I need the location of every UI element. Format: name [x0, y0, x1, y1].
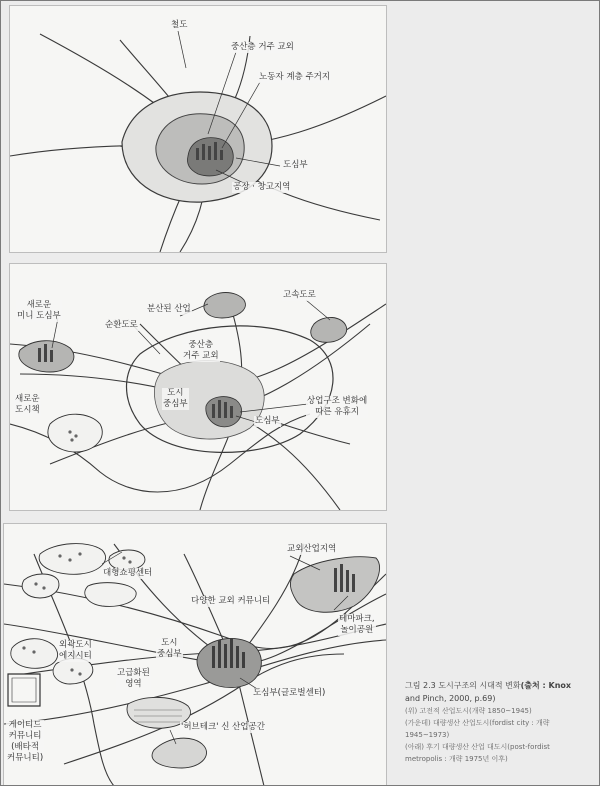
- label-hub-tech: '허브테크' 신 산업공간: [181, 722, 265, 732]
- label-new-mini-cbd: [16, 300, 62, 322]
- label-gentrified-line1: 고급화된: [117, 668, 150, 678]
- label-brownfield-line1: 상업구조 변화에: [307, 396, 368, 406]
- label-theme-park: [338, 614, 376, 636]
- label-new-town-line1: 새로운: [15, 394, 40, 404]
- label-gated-community: [6, 720, 44, 764]
- caption-line-middle: (가운데) 대량생산 산업도시(fordist city : 개략: [405, 719, 550, 727]
- label-dispersed-industry: 분산된 산업: [147, 304, 191, 314]
- caption-line-bottom: (아래) 후기 대량생산 산업 대도시(post-fordist: [405, 743, 550, 751]
- label-shopping-center: 대형쇼핑센터: [103, 568, 153, 578]
- label-railway: 철도: [171, 20, 188, 30]
- caption-title: [405, 679, 593, 692]
- figure-caption: [405, 679, 593, 765]
- caption-line-top: (위) 고전적 산업도시(개략 1850~1945): [405, 707, 532, 715]
- label-brownfield-line2: 따른 유휴지: [315, 407, 359, 417]
- label-suburban-industry: 교외산업지역: [287, 544, 337, 554]
- label-middle-class-suburb: 중산층 거주 교외: [231, 42, 294, 52]
- label-middle-suburb-line1: 중산층: [188, 340, 214, 350]
- label-middle-class-suburb: [182, 340, 220, 362]
- panel-fordist-city: [9, 263, 387, 511]
- label-factory-zone: 공장 · 창고지역: [233, 182, 291, 192]
- label-new-town-line2: 도시책: [15, 405, 40, 415]
- label-theme-park-line1: 테마파크,: [339, 614, 375, 624]
- panel-post-fordist-metropolis: [3, 523, 387, 786]
- label-cbd: 도심부: [283, 160, 308, 170]
- label-new-mini-cbd-line1: 새로운: [26, 300, 52, 310]
- label-cbd-global-center: 도심부(글로벌센터): [253, 688, 326, 698]
- map-classic-city: [10, 6, 386, 252]
- panel-classic-industrial-city: [9, 5, 387, 253]
- label-city-center-line1: 도시: [167, 388, 184, 398]
- label-gated-line4: 커뮤니티): [7, 753, 44, 763]
- label-ring-road: 순환도로: [105, 320, 138, 330]
- caption-line-middle-years: 1945~1973): [405, 731, 450, 739]
- caption-source: (출처 : Knox: [520, 681, 572, 690]
- caption-title-text: 그림 2.3 도시구조의 시대적 변화: [405, 681, 521, 690]
- label-edge-city: [58, 640, 93, 662]
- label-new-town: [14, 394, 41, 416]
- label-cbd: 도심부: [255, 416, 280, 426]
- label-city-center: [156, 638, 183, 660]
- label-city-center-line2: 중심부: [157, 649, 182, 659]
- map-fordist-city: [10, 264, 386, 510]
- label-theme-park-line2: 놀이공원: [340, 625, 374, 635]
- label-gated-line1: 게이티드: [8, 720, 42, 730]
- caption-line-bottom-years: metropolis : 개략 1975년 이후): [405, 755, 508, 763]
- label-middle-suburb-line2: 거주 교외: [183, 351, 219, 361]
- label-gated-line3: (배타적: [11, 742, 40, 752]
- label-edge-city-line1: 외곽도시: [59, 640, 92, 650]
- label-city-center: [162, 388, 189, 410]
- label-brownfield: [306, 396, 368, 418]
- label-diverse-suburbs: 다양한 교외 커뮤니티: [191, 596, 271, 606]
- label-gentrified-area: [116, 668, 151, 690]
- caption-source-line2: and Pinch, 2000, p.69): [405, 694, 496, 703]
- label-gentrified-line2: 영역: [125, 679, 142, 689]
- label-gated-line2: 커뮤니티: [8, 731, 42, 741]
- label-city-center-line1: 도시: [161, 638, 178, 648]
- label-highway: 고속도로: [283, 290, 316, 300]
- label-edge-city-line2: 에지시티: [59, 651, 92, 661]
- label-worker-housing: 노동자 계층 주거지: [259, 72, 331, 82]
- label-new-mini-cbd-line2: 미니 도심부: [17, 311, 61, 321]
- label-city-center-line2: 중심부: [163, 399, 188, 409]
